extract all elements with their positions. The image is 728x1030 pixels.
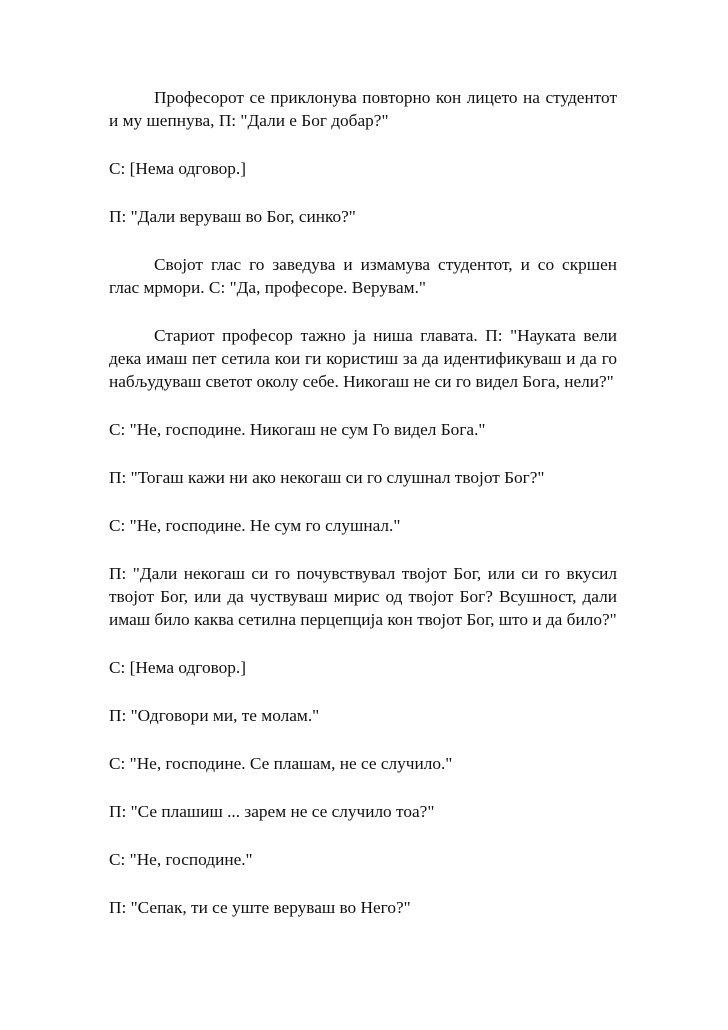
paragraph: С: [Нема одговор.] xyxy=(109,159,246,178)
paragraph: П: "Дали веруваш во Бог, синко?" xyxy=(109,207,356,226)
paragraph: С: "Не, господине. Се плашам, не се случило." xyxy=(109,754,453,773)
paragraph: С: [Нема одговор.] xyxy=(109,658,246,677)
document-page xyxy=(109,86,617,944)
paragraph: П: "Се плашиш ... зарем не се случило тоа?" xyxy=(109,802,435,821)
paragraph: П: "Тогаш кажи ни ако некогаш си го слушнал твојот Бог?" xyxy=(109,468,545,487)
paragraph: П: "Дали некогаш си го почувствувал твојот Бог, или си го вкусил твојот Бог, или да чуствуваш мирис од твојот Бог? Всушност, дали имаш било каква сетилна перцепција кон твојот Бог, што и да било?" xyxy=(109,564,617,629)
paragraph: Стариот професор тажно ја ниша главата. П: "Науката вели дека имаш пет сетила кои ги користиш за да идентификуваш и да го набљудуваш светот околу себе. Никогаш не си го видел Бога, нели?" xyxy=(109,326,617,391)
paragraph: С: "Не, господине. Никогаш не сум Го видел Бога." xyxy=(109,420,486,439)
paragraph: С: "Не, господине." xyxy=(109,850,253,869)
paragraph: П: "Сепак, ти се уште веруваш во Него?" xyxy=(109,898,411,917)
paragraph: Својот глас го заведува и измамува студентот, и со скршен глас мрмори. С: "Да, професоре. Верувам." xyxy=(109,255,617,297)
paragraph: С: "Не, господине. Не сум го слушнал." xyxy=(109,516,401,535)
paragraph: П: "Одговори ми, те молам." xyxy=(109,706,320,725)
paragraph: Професорот се приклонува повторно кон лицето на студентот и му шепнува, П: "Дали е Бог добар?" xyxy=(109,88,617,130)
